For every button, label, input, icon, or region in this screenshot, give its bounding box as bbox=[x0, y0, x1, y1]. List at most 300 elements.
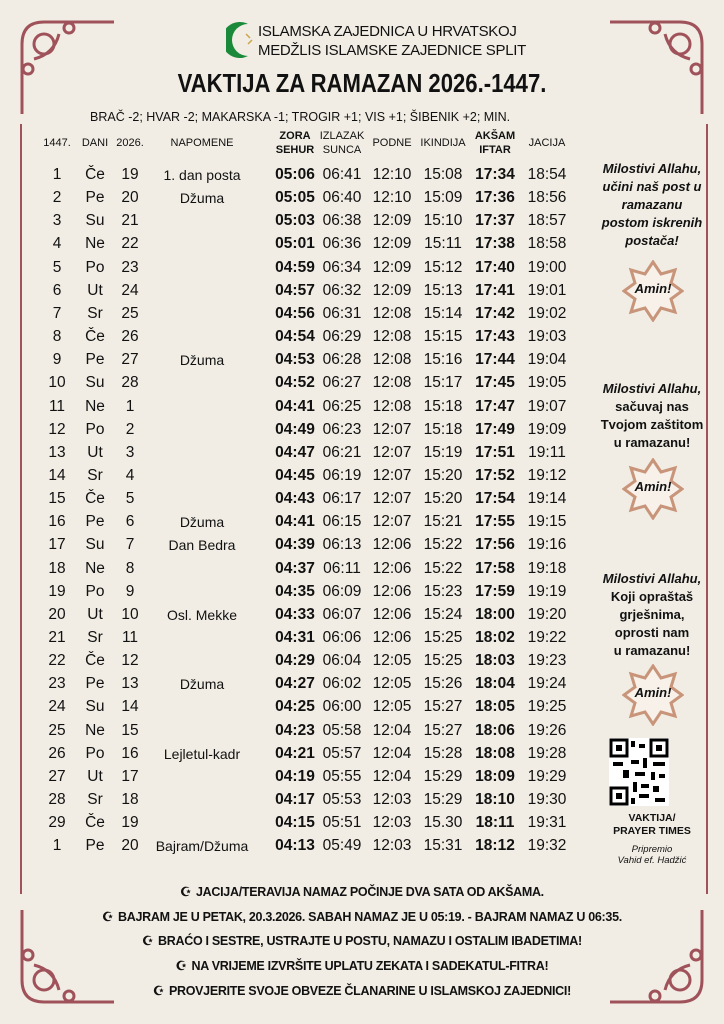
izlazak-time: 05:49 bbox=[322, 837, 362, 855]
weekday: Pe bbox=[85, 837, 105, 855]
weekday: Če bbox=[85, 814, 105, 832]
ikindija-time: 15:21 bbox=[423, 513, 463, 531]
footer-line bbox=[0, 884, 724, 899]
podne-time: 12:04 bbox=[372, 744, 412, 762]
zora-time: 04:43 bbox=[275, 490, 315, 508]
weekday: Ne bbox=[85, 721, 105, 739]
zora-time: 04:59 bbox=[275, 258, 315, 276]
zora-time: 05:03 bbox=[275, 212, 315, 230]
hijri-day: 1 bbox=[52, 837, 62, 855]
gregorian-day: 20 bbox=[121, 837, 139, 855]
podne-time: 12:07 bbox=[372, 513, 412, 531]
aksam-time: 18:10 bbox=[475, 791, 515, 809]
jacija-time: 19:19 bbox=[527, 582, 567, 600]
weekday: Pe bbox=[85, 513, 105, 531]
podne-time: 12:07 bbox=[372, 420, 412, 438]
zora-time: 04:17 bbox=[275, 791, 315, 809]
aksam-time: 18:06 bbox=[475, 721, 515, 739]
column-header bbox=[475, 129, 515, 157]
column-header bbox=[320, 129, 365, 157]
podne-time: 12:06 bbox=[372, 629, 412, 646]
aksam-time: 17:38 bbox=[475, 235, 515, 253]
weekday: Sr bbox=[87, 629, 103, 646]
ikindija-time: 15:14 bbox=[423, 304, 463, 322]
column-header-line: NAPOMENE bbox=[170, 137, 234, 149]
aksam-time: 17:45 bbox=[475, 374, 515, 392]
column-header-line: PODNE bbox=[372, 137, 412, 149]
zora-time: 04:19 bbox=[275, 767, 315, 785]
izlazak-time: 05:57 bbox=[322, 744, 362, 762]
izlazak-time: 06:31 bbox=[322, 304, 362, 322]
jacija-time: 19:20 bbox=[527, 605, 567, 623]
gregorian-day: 18 bbox=[121, 791, 139, 809]
gregorian-day: 28 bbox=[121, 374, 139, 392]
jacija-time: 19:22 bbox=[527, 629, 567, 646]
prayer-text-3: Milostivi Allahu, Koji opraštaš grješnima, oprosti nam u ramazanu! bbox=[602, 571, 702, 658]
zora-time: 04:49 bbox=[275, 420, 315, 438]
gregorian-day: 21 bbox=[121, 212, 139, 230]
column-header-line: 2026. bbox=[116, 137, 144, 149]
zora-time: 04:54 bbox=[275, 328, 315, 346]
hijri-day: 22 bbox=[48, 652, 66, 670]
ikindija-time: 15.30 bbox=[423, 814, 463, 832]
zora-time: 04:29 bbox=[275, 652, 315, 670]
ikindija-time: 15:25 bbox=[423, 629, 463, 646]
podne-time: 12:06 bbox=[372, 559, 412, 577]
izlazak-time: 06:29 bbox=[322, 328, 362, 346]
ikindija-time: 15:22 bbox=[423, 559, 463, 577]
aksam-time: 17:42 bbox=[475, 304, 515, 322]
weekday: Če bbox=[85, 166, 105, 183]
column-header-line: JACIJA bbox=[528, 137, 566, 149]
column-header-line: 1447. bbox=[43, 137, 71, 149]
podne-time: 12:06 bbox=[372, 582, 412, 600]
footer-text: BAJRAM JE U PETAK, 20.3.2026. SABAH NAMAZ JE U 05:19. - BAJRAM NAMAZ U 06:35. bbox=[118, 909, 622, 924]
aksam-time: 18:05 bbox=[475, 698, 515, 716]
zora-time: 04:39 bbox=[275, 536, 315, 554]
gregorian-day: 25 bbox=[121, 304, 139, 322]
jacija-time: 19:29 bbox=[527, 767, 567, 785]
jacija-time: 19:30 bbox=[527, 791, 567, 809]
podne-time: 12:09 bbox=[372, 212, 412, 230]
jacija-time: 19:24 bbox=[527, 675, 567, 693]
aksam-time: 18:12 bbox=[475, 837, 515, 855]
prayer-text-1: Milostivi Allahu, učini naš post u ramazanu postom iskrenih postača! bbox=[601, 161, 703, 248]
zora-time: 04:41 bbox=[275, 513, 315, 531]
hijri-day: 8 bbox=[52, 328, 62, 346]
hijri-day: 15 bbox=[48, 490, 66, 508]
column-header bbox=[420, 136, 465, 150]
hijri-day: 9 bbox=[52, 351, 62, 369]
crescent-logo-icon bbox=[226, 20, 258, 60]
aksam-time: 17:44 bbox=[475, 351, 515, 369]
izlazak-time: 06:11 bbox=[323, 559, 361, 577]
column-header-line: IZLAZAK bbox=[319, 130, 365, 142]
weekday: Če bbox=[85, 652, 105, 670]
podne-time: 12:08 bbox=[372, 304, 412, 322]
jacija-time: 19:03 bbox=[527, 328, 567, 346]
gregorian-day: 22 bbox=[121, 235, 139, 253]
ikindija-time: 15:12 bbox=[423, 258, 463, 276]
qr-label: VAKTIJA/ PRAYER TIMES bbox=[613, 812, 691, 837]
aksam-time: 17:36 bbox=[475, 189, 515, 207]
podne-time: 12:09 bbox=[372, 281, 412, 299]
jacija-time: 19:26 bbox=[527, 721, 567, 739]
izlazak-time: 06:25 bbox=[322, 397, 362, 415]
hijri-day: 28 bbox=[48, 791, 66, 809]
gregorian-day: 19 bbox=[121, 166, 139, 183]
zora-time: 04:45 bbox=[275, 466, 315, 484]
footer-text: PROVJERITE SVOJE OBVEZE ČLANARINE U ISLAMSKOJ ZAJEDNICI! bbox=[168, 983, 571, 998]
column-header bbox=[529, 136, 566, 150]
column-header-line: IFTAR bbox=[479, 144, 511, 156]
izlazak-time: 06:17 bbox=[322, 490, 362, 508]
footer-text: BRAĆO I SESTRE, USTRAJTE U POSTU, NAMAZU I OSTALIM IBADETIMA! bbox=[158, 934, 582, 949]
zora-time: 05:01 bbox=[275, 235, 315, 253]
hijri-day: 6 bbox=[52, 281, 62, 299]
podne-time: 12:04 bbox=[372, 767, 412, 785]
aksam-time: 17:41 bbox=[475, 281, 515, 299]
zora-time: 05:06 bbox=[275, 166, 315, 183]
org-name: ISLAMSKA ZAJEDNICA U HRVATSKOJ MEDŽLIS ISLAMSKE ZAJEDNICE SPLIT bbox=[258, 23, 526, 59]
weekday: Ut bbox=[87, 281, 103, 299]
izlazak-time: 06:00 bbox=[322, 698, 362, 716]
hijri-day: 1 bbox=[52, 166, 62, 183]
zora-time: 04:37 bbox=[275, 559, 315, 577]
aksam-time: 18:00 bbox=[475, 605, 515, 623]
jacija-time: 19:31 bbox=[527, 814, 567, 832]
izlazak-time: 05:51 bbox=[322, 814, 362, 832]
izlazak-time: 06:02 bbox=[322, 675, 362, 693]
aksam-time: 17:58 bbox=[475, 559, 515, 577]
aksam-time: 17:59 bbox=[475, 582, 515, 600]
column-header bbox=[82, 136, 108, 150]
izlazak-time: 06:34 bbox=[322, 258, 362, 276]
qr-code[interactable] bbox=[609, 738, 669, 806]
jacija-time: 19:11 bbox=[528, 443, 566, 461]
ikindija-time: 15:18 bbox=[423, 397, 463, 415]
podne-time: 12:08 bbox=[372, 351, 412, 369]
ikindija-time: 15:08 bbox=[423, 166, 463, 183]
gregorian-day: 4 bbox=[125, 466, 135, 484]
weekday: Su bbox=[85, 536, 105, 554]
ikindija-time: 15:29 bbox=[423, 791, 463, 809]
crescent-icon: ☪ bbox=[142, 934, 154, 949]
hijri-day: 27 bbox=[48, 767, 66, 785]
ikindija-time: 15:17 bbox=[423, 374, 463, 392]
aksam-time: 18:02 bbox=[475, 629, 515, 646]
footer-line bbox=[0, 933, 724, 948]
aksam-time: 18:11 bbox=[475, 814, 515, 832]
hijri-day: 13 bbox=[48, 443, 66, 461]
jacija-time: 19:12 bbox=[527, 466, 567, 484]
izlazak-time: 06:04 bbox=[322, 652, 362, 670]
amin-star-badge: Amin! bbox=[622, 260, 684, 322]
gregorian-day: 2 bbox=[125, 420, 135, 438]
aksam-time: 17:47 bbox=[475, 397, 515, 415]
ikindija-time: 15:13 bbox=[423, 281, 463, 299]
weekday: Po bbox=[85, 258, 105, 276]
ikindija-time: 15:27 bbox=[423, 721, 463, 739]
izlazak-time: 06:28 bbox=[322, 351, 362, 369]
podne-time: 12:05 bbox=[372, 698, 412, 716]
note: 1. dan posta bbox=[163, 167, 241, 183]
izlazak-time: 06:09 bbox=[322, 582, 362, 600]
zora-time: 05:05 bbox=[275, 189, 315, 207]
gregorian-day: 11 bbox=[121, 629, 139, 646]
gregorian-day: 9 bbox=[125, 582, 135, 600]
jacija-time: 19:32 bbox=[527, 837, 567, 855]
prayer-text-2: Milostivi Allahu, sačuvaj nas Tvojom zaštitom u ramazanu! bbox=[600, 381, 704, 450]
hijri-day: 10 bbox=[48, 374, 66, 392]
zora-time: 04:52 bbox=[275, 374, 315, 392]
footer-line bbox=[0, 909, 724, 924]
aksam-time: 17:49 bbox=[475, 420, 515, 438]
gregorian-day: 6 bbox=[125, 513, 135, 531]
zora-time: 04:47 bbox=[275, 443, 315, 461]
border-left bbox=[20, 124, 22, 894]
crescent-icon: ☪ bbox=[102, 909, 114, 924]
podne-time: 12:04 bbox=[372, 721, 412, 739]
ikindija-time: 15:25 bbox=[423, 652, 463, 670]
jacija-time: 19:23 bbox=[527, 652, 567, 670]
ikindija-time: 15:18 bbox=[423, 420, 463, 438]
podne-time: 12:08 bbox=[372, 397, 412, 415]
podne-time: 12:03 bbox=[372, 814, 412, 832]
podne-time: 12:03 bbox=[372, 837, 412, 855]
note: Osl. Mekke bbox=[166, 606, 238, 623]
zora-time: 04:21 bbox=[275, 744, 315, 762]
jacija-time: 19:02 bbox=[527, 304, 567, 322]
ikindija-time: 15:10 bbox=[423, 212, 463, 230]
weekday: Če bbox=[85, 490, 105, 508]
ikindija-time: 15:23 bbox=[423, 582, 463, 600]
izlazak-time: 05:53 bbox=[322, 791, 362, 809]
hijri-day: 17 bbox=[48, 536, 66, 554]
gregorian-day: 13 bbox=[121, 675, 139, 693]
gregorian-day: 14 bbox=[121, 698, 139, 716]
gregorian-day: 17 bbox=[121, 767, 139, 785]
hijri-day: 23 bbox=[48, 675, 66, 693]
column-header bbox=[372, 136, 411, 150]
column-header bbox=[171, 136, 234, 150]
aksam-time: 18:09 bbox=[475, 767, 515, 785]
aksam-time: 18:04 bbox=[475, 675, 515, 693]
podne-time: 12:05 bbox=[372, 652, 412, 670]
zora-time: 04:53 bbox=[275, 351, 315, 369]
zora-time: 04:56 bbox=[275, 304, 315, 322]
hijri-day: 19 bbox=[48, 582, 66, 600]
izlazak-time: 05:58 bbox=[322, 721, 362, 739]
weekday: Pe bbox=[85, 351, 105, 369]
izlazak-time: 06:38 bbox=[322, 212, 362, 230]
weekday: Ut bbox=[87, 605, 103, 623]
ikindija-time: 15:24 bbox=[423, 605, 463, 623]
zora-time: 04:33 bbox=[275, 605, 315, 623]
hijri-day: 26 bbox=[48, 744, 66, 762]
podne-time: 12:06 bbox=[372, 605, 412, 623]
credit: Pripremio Vahid ef. Hadžić bbox=[617, 844, 687, 866]
column-header-line: IKINDIJA bbox=[420, 137, 466, 149]
weekday: Če bbox=[85, 328, 105, 346]
jacija-time: 18:56 bbox=[527, 189, 567, 207]
column-header-line: ZORA bbox=[279, 130, 311, 142]
zora-time: 04:15 bbox=[275, 814, 315, 832]
jacija-time: 19:07 bbox=[527, 397, 567, 415]
column-header-line: AKŠAM bbox=[474, 130, 516, 142]
gregorian-day: 10 bbox=[121, 605, 139, 623]
hijri-day: 25 bbox=[48, 721, 66, 739]
hijri-day: 16 bbox=[48, 513, 66, 531]
ikindija-time: 15:09 bbox=[423, 189, 463, 207]
gregorian-day: 15 bbox=[121, 721, 139, 739]
jacija-time: 19:01 bbox=[527, 281, 567, 299]
izlazak-time: 06:21 bbox=[322, 443, 362, 461]
weekday: Su bbox=[85, 698, 105, 716]
hijri-day: 5 bbox=[52, 258, 62, 276]
crescent-icon: ☪ bbox=[180, 885, 192, 899]
zora-time: 04:41 bbox=[275, 397, 315, 415]
zora-time: 04:31 bbox=[275, 629, 315, 646]
podne-time: 12:05 bbox=[372, 675, 412, 693]
zora-time: 04:35 bbox=[275, 582, 315, 600]
aksam-time: 17:51 bbox=[475, 443, 515, 461]
aksam-time: 17:55 bbox=[475, 513, 515, 531]
weekday: Po bbox=[85, 420, 105, 438]
weekday: Su bbox=[85, 374, 105, 392]
ikindija-time: 15:15 bbox=[423, 328, 463, 346]
hijri-day: 7 bbox=[52, 304, 62, 322]
note: Bajram/Džuma bbox=[155, 838, 249, 855]
hijri-day: 21 bbox=[48, 629, 66, 646]
page-title: VAKTIJA ZA RAMAZAN 2026.-1447. bbox=[177, 68, 547, 98]
podne-time: 12:08 bbox=[372, 374, 412, 392]
zora-time: 04:13 bbox=[275, 837, 315, 855]
hijri-day: 4 bbox=[52, 235, 62, 253]
ikindija-time: 15:20 bbox=[423, 466, 463, 484]
izlazak-time: 06:36 bbox=[322, 235, 362, 253]
izlazak-time: 06:41 bbox=[322, 166, 362, 183]
weekday: Sr bbox=[87, 304, 103, 322]
aksam-time: 17:56 bbox=[475, 536, 515, 554]
jacija-time: 19:16 bbox=[527, 536, 567, 554]
weekday: Pe bbox=[85, 189, 105, 207]
column-header bbox=[116, 136, 144, 150]
podne-time: 12:09 bbox=[372, 235, 412, 253]
jacija-time: 19:04 bbox=[527, 351, 567, 369]
weekday: Po bbox=[85, 582, 105, 600]
column-header-line: DANI bbox=[81, 137, 109, 149]
gregorian-day: 16 bbox=[121, 744, 139, 762]
aksam-time: 18:03 bbox=[475, 652, 515, 670]
izlazak-time: 06:15 bbox=[322, 513, 362, 531]
ikindija-time: 15:20 bbox=[423, 490, 463, 508]
gregorian-day: 8 bbox=[125, 559, 135, 577]
note: Lejletul-kadr bbox=[163, 745, 241, 762]
aksam-time: 17:54 bbox=[475, 490, 515, 508]
jacija-time: 19:28 bbox=[527, 744, 567, 762]
aksam-time: 17:34 bbox=[475, 166, 515, 183]
jacija-time: 19:25 bbox=[527, 698, 567, 716]
column-header bbox=[276, 129, 315, 157]
gregorian-day: 27 bbox=[121, 351, 139, 369]
weekday: Pe bbox=[85, 675, 105, 693]
izlazak-time: 06:19 bbox=[322, 466, 362, 484]
column-header bbox=[43, 136, 71, 150]
aksam-time: 17:43 bbox=[475, 328, 515, 346]
note: Džuma bbox=[179, 514, 225, 531]
gregorian-day: 26 bbox=[121, 328, 139, 346]
izlazak-time: 06:32 bbox=[322, 281, 362, 299]
footer-line bbox=[0, 958, 724, 973]
ikindija-time: 15:29 bbox=[423, 767, 463, 785]
note: Džuma bbox=[179, 352, 225, 369]
izlazak-time: 05:55 bbox=[322, 767, 362, 785]
aksam-time: 17:37 bbox=[475, 212, 515, 230]
weekday: Ne bbox=[85, 559, 105, 577]
footer-line bbox=[0, 983, 724, 998]
gregorian-day: 12 bbox=[121, 652, 139, 670]
jacija-time: 19:15 bbox=[527, 513, 567, 531]
gregorian-day: 24 bbox=[121, 281, 139, 299]
jacija-time: 19:14 bbox=[527, 490, 567, 508]
weekday: Ut bbox=[87, 767, 103, 785]
note: Džuma bbox=[179, 676, 225, 693]
podne-time: 12:06 bbox=[372, 536, 412, 554]
jacija-time: 19:00 bbox=[527, 258, 567, 276]
gregorian-day: 23 bbox=[121, 258, 139, 276]
podne-time: 12:10 bbox=[372, 189, 412, 207]
podne-time: 12:07 bbox=[372, 443, 412, 461]
ikindija-time: 15:27 bbox=[423, 698, 463, 716]
hijri-day: 14 bbox=[48, 466, 66, 484]
aksam-time: 17:40 bbox=[475, 258, 515, 276]
zora-time: 04:25 bbox=[275, 698, 315, 716]
note: Dan Bedra bbox=[168, 537, 236, 554]
weekday: Su bbox=[85, 212, 105, 230]
ikindija-time: 15:28 bbox=[423, 744, 463, 762]
gregorian-day: 7 bbox=[125, 536, 135, 554]
ikindija-time: 15:31 bbox=[423, 837, 463, 855]
zora-time: 04:57 bbox=[275, 281, 315, 299]
ikindija-time: 15:22 bbox=[423, 536, 463, 554]
aksam-time: 17:52 bbox=[475, 466, 515, 484]
ikindija-time: 15:11 bbox=[424, 235, 462, 253]
podne-time: 12:07 bbox=[372, 490, 412, 508]
ikindija-time: 15:16 bbox=[423, 351, 463, 369]
izlazak-time: 06:27 bbox=[322, 374, 362, 392]
gregorian-day: 1 bbox=[125, 397, 135, 415]
weekday: Po bbox=[85, 744, 105, 762]
podne-time: 12:08 bbox=[372, 328, 412, 346]
podne-time: 12:10 bbox=[372, 166, 412, 183]
jacija-time: 18:54 bbox=[527, 166, 567, 183]
column-header-line: SEHUR bbox=[275, 144, 315, 156]
column-header-line: SUNCA bbox=[322, 144, 362, 156]
weekday: Sr bbox=[87, 791, 103, 809]
crescent-icon: ☪ bbox=[153, 983, 164, 998]
gregorian-day: 19 bbox=[121, 814, 139, 832]
izlazak-time: 06:40 bbox=[322, 189, 362, 207]
hijri-day: 20 bbox=[48, 605, 66, 623]
weekday: Ne bbox=[85, 397, 105, 415]
hijri-day: 2 bbox=[52, 189, 62, 207]
amin-star-badge: Amin! bbox=[622, 664, 684, 726]
izlazak-time: 06:23 bbox=[322, 420, 362, 438]
aksam-time: 18:08 bbox=[475, 744, 515, 762]
hijri-day: 11 bbox=[48, 397, 66, 415]
note: Džuma bbox=[179, 190, 225, 207]
